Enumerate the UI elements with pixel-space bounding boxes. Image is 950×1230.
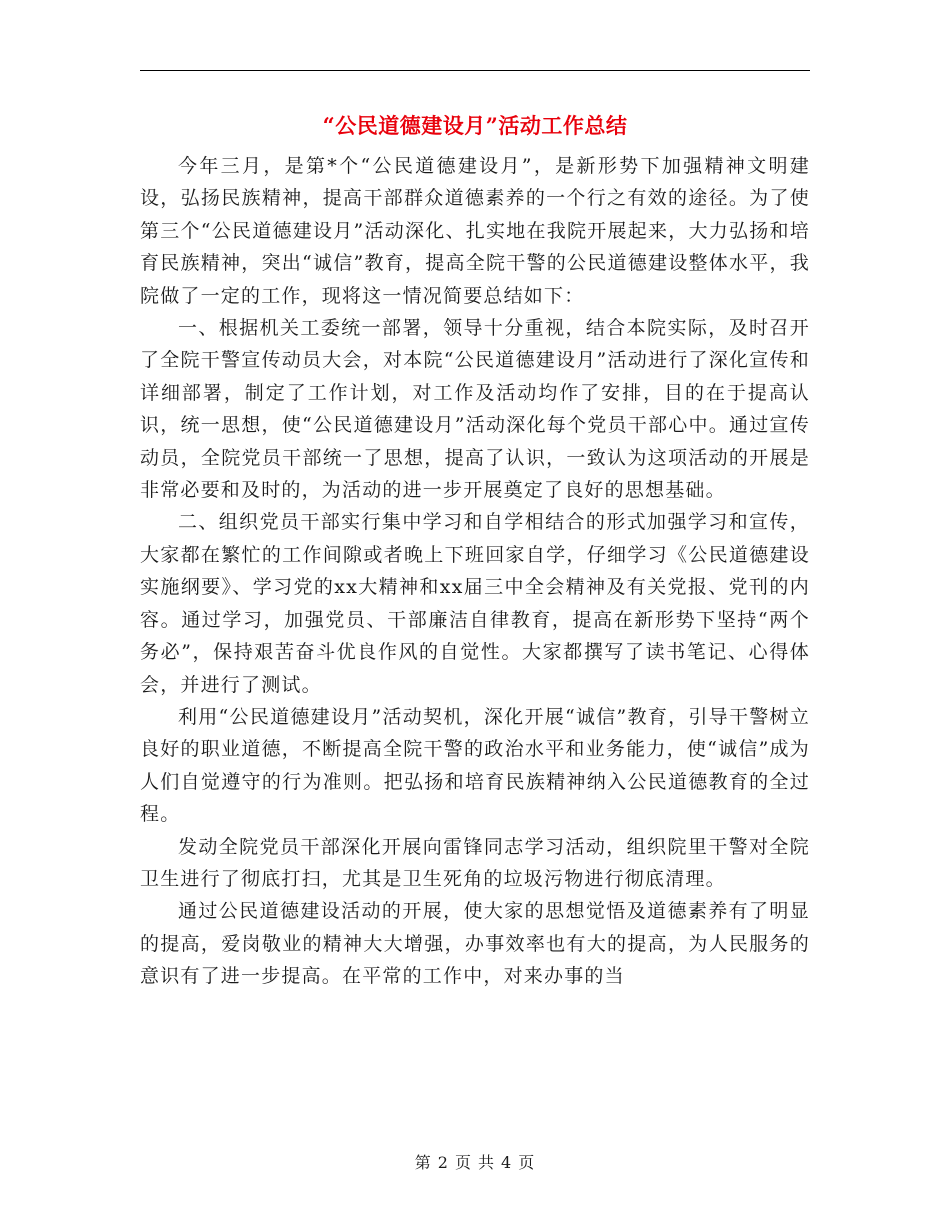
- paragraph-integrity: 利用“公民道德建设月”活动契机，深化开展“诚信”教育，引导干警树立良好的职业道德，不断提高全院干警的政治水平和业务能力，使“诚信”成为人们自觉遵守的行为准则。把弘扬和培育民族精神纳入公民道德教育的全过程。: [140, 705, 810, 826]
- paragraph-intro: 今年三月，是第*个“公民道德建设月”，是新形势下加强精神文明建设，弘扬民族精神，提高干部群众道德素养的一个行之有效的途径。为了使第三个“公民道德建设月”活动深化、扎实地在我院开展起来，大力弘扬和培育民族精神，突出“诚信”教育，提高全院干警的公民道德建设整体水平，我院做了一定的工作，现将这一情况简要总结如下：: [140, 155, 810, 307]
- header-rule: [140, 70, 810, 71]
- paragraph-section-2: 二、组织党员干部实行集中学习和自学相结合的形式加强学习和宣传，大家都在繁忙的工作间隙或者晚上下班回家自学，仔细学习《公民道德建设实施纲要》、学习党的xx大精神和xx届三中全会精神及有关党报、党刊的内容。通过学习，加强党员、干部廉洁自律教育，提高在新形势下坚持“两个务必”，保持艰苦奋斗优良作风的自觉性。大家都撰写了读书笔记、心得体会，并进行了测试。: [140, 511, 810, 696]
- paragraph-leifeng: 发动全院党员干部深化开展向雷锋同志学习活动，组织院里干警对全院卫生进行了彻底打扫，尤其是卫生死角的垃圾污物进行彻底清理。: [140, 835, 810, 890]
- paragraph-results: 通过公民道德建设活动的开展，使大家的思想觉悟及道德素养有了明显的提高，爱岗敬业的精神大大增强，办事效率也有大的提高，为人民服务的意识有了进一步提高。在平常的工作中，对来办事的当: [140, 900, 810, 988]
- document-title: “公民道德建设月”活动工作总结: [322, 113, 628, 138]
- paragraph-section-1: 一、根据机关工委统一部署，领导十分重视，结合本院实际，及时召开了全院干警宣传动员大会，对本院“公民道德建设月”活动进行了深化宣传和详细部署，制定了工作计划，对工作及活动均作了安排，目的在于提高认识，统一思想，使“公民道德建设月”活动深化每个党员干部心中。通过宣传动员，全院党员干部统一了思想，提高了认识，一致认为这项活动的开展是非常必要和及时的，为活动的进一步开展奠定了良好的思想基础。: [140, 317, 810, 502]
- footer-total-pages: 4: [501, 1153, 513, 1172]
- footer-page-number: 2: [437, 1153, 449, 1172]
- document-body: [140, 150, 810, 993]
- page-footer: [0, 1150, 950, 1173]
- footer-prefix: 第: [414, 1153, 432, 1172]
- footer-middle: 页 共: [454, 1153, 496, 1172]
- footer-suffix: 页: [518, 1153, 536, 1172]
